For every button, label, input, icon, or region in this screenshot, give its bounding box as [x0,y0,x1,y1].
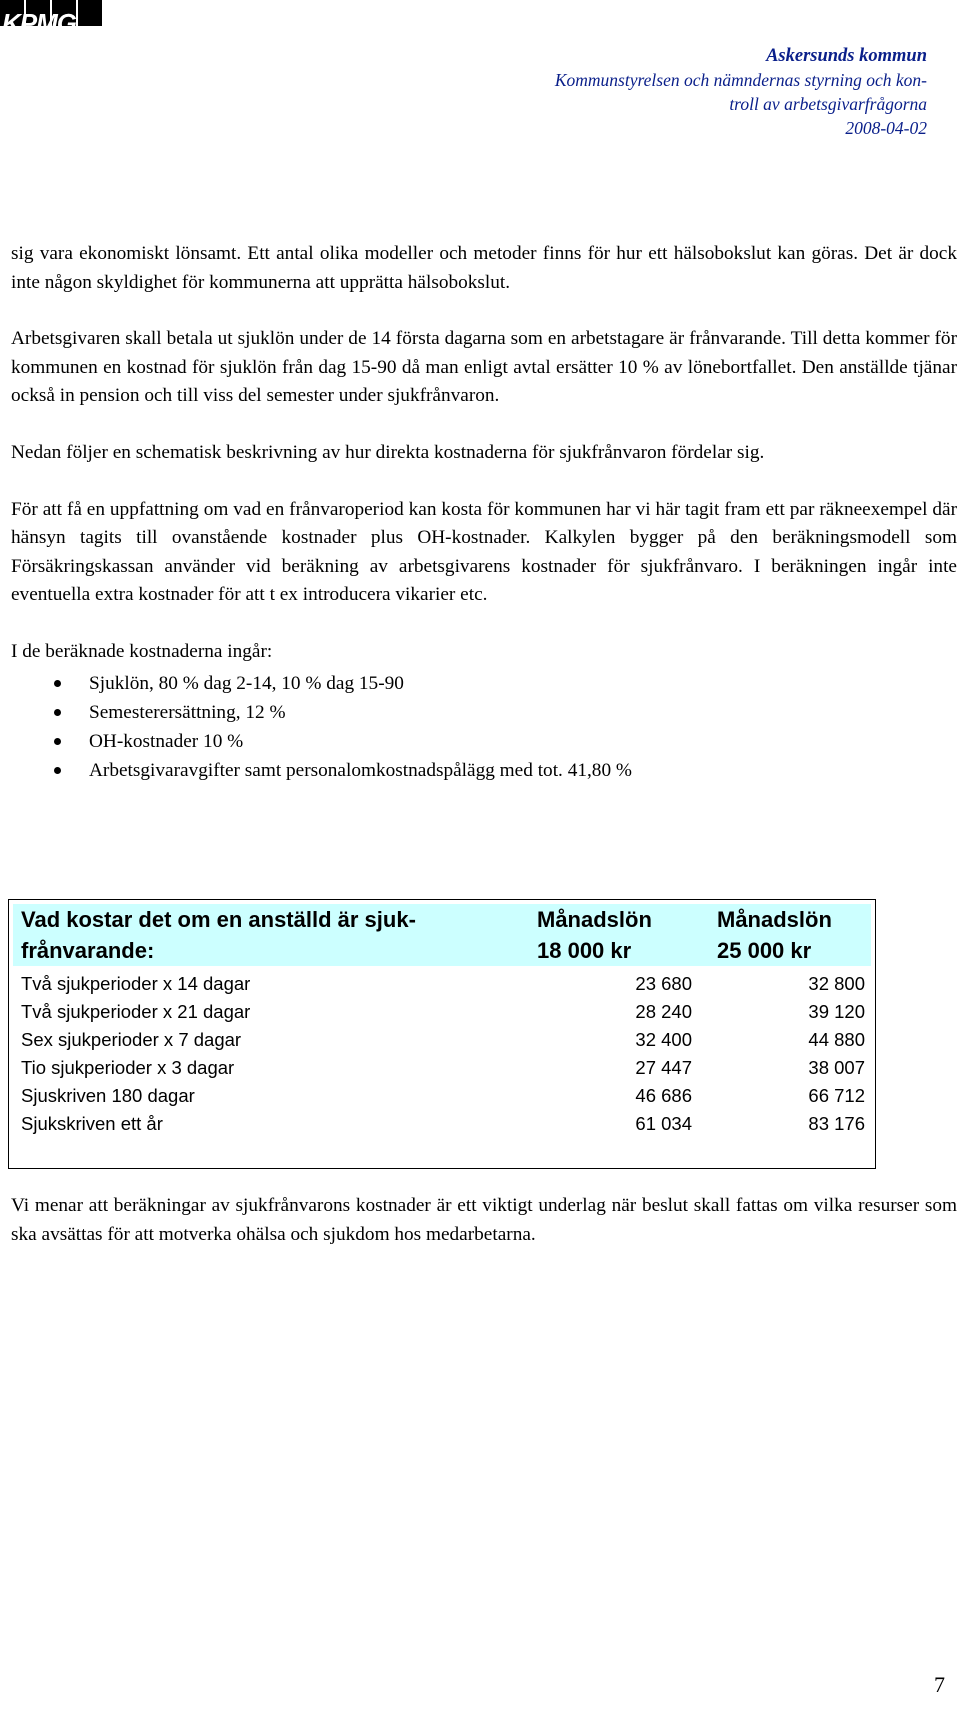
row-value-a: 23 680 [635,973,692,994]
page-number: 7 [934,1672,945,1697]
kpmg-logo [0,0,104,40]
table-row [9,1026,875,1054]
table-row [9,1082,875,1110]
table-header-col-b: Månadslön 25 000 kr [717,907,832,963]
table-row [9,1110,875,1138]
row-value-a: 46 686 [635,1085,692,1106]
list-item: Sjuklön, 80 % dag 2-14, 10 % dag 15-90 [11,669,957,698]
list-item: Semesterersättning, 12 % [11,698,957,727]
row-label: Två sjukperioder x 14 dagar [21,973,251,994]
cost-table [8,899,876,1169]
table-row [9,998,875,1026]
row-value-a: 27 447 [635,1057,692,1078]
header-org: Askersunds kommun [766,46,927,66]
table-row [9,1054,875,1082]
row-label: Två sjukperioder x 21 dagar [21,1001,251,1022]
page-header [555,44,927,140]
row-value-b: 44 880 [808,1029,865,1050]
conclusion-paragraph: Vi menar att beräkningar av sjukfrånvarons kostnader är ett viktigt underlag när beslut skall fattas om vilka resurser som ska avsättas för att motverka ohälsa och sjukdom hos medarbetarna. [11,1195,957,1245]
paragraph-5: I de beräknade kostnaderna ingår: [11,640,273,662]
row-value-a: 61 034 [635,1113,692,1134]
table-header [13,904,871,966]
row-label: Sjukskriven ett år [21,1113,163,1134]
row-label: Sex sjukperioder x 7 dagar [21,1029,242,1050]
row-label: Tio sjukperioder x 3 dagar [21,1057,235,1078]
paragraph-4: För att få en uppfattning om vad en frånvaroperiod kan kosta för kommunen har vi här tagit fram ett par räkneexempel där hänsyn tagits till ovanstående kostnader plus OH-kostnader. Kalkylen bygger på den beräkningsmodell som Försäkringskassan använder vid beräkning av arbetsgivarens kostnader för sjukfrånvaro. I beräkningen ingår inte eventuella extra kostnader för att t ex introducera vikarier etc. [11,498,957,606]
table-header-col-a: Månadslön 18 000 kr [537,907,652,963]
logo-box-4 [78,0,102,26]
row-label: Sjuskriven 180 dagar [21,1085,195,1106]
row-value-b: 38 007 [808,1057,865,1078]
cost-list [11,669,957,785]
table-header-label: Vad kostar det om en anställd är sjuk- frånvarande: [21,907,416,963]
row-value-b: 83 176 [808,1113,865,1134]
row-value-a: 28 240 [635,1001,692,1022]
list-item: OH-kostnader 10 % [11,727,957,756]
row-value-b: 39 120 [808,1001,865,1022]
paragraph-3: Nedan följer en schematisk beskrivning av hur direkta kostnaderna för sjukfrånvaron fördelar sig. [11,441,765,463]
row-value-a: 32 400 [635,1029,692,1050]
header-subtitle-line2: troll av arbetsgivarfrågorna [729,94,927,114]
row-value-b: 66 712 [808,1085,865,1106]
list-item: Arbetsgivaravgifter samt personalomkostnadspålägg med tot. 41,80 % [11,756,957,785]
paragraph-2: Arbetsgivaren skall betala ut sjuklön under de 14 första dagarna som en arbetstagare är frånvarande. Till detta kommer för kommunen en kostnad för sjuklön från dag 15-90 då man enligt avtal ersätter 10 % av lönebortfallet. Den anställde tjänar också in pension och till viss del semester under sjukfrånvaron. [11,328,957,407]
row-value-b: 32 800 [808,973,865,994]
header-subtitle-line1: Kommunstyrelsen och nämndernas styrning och kon- [554,70,927,90]
body-text [11,240,957,785]
logo-text: KPMG [2,8,76,38]
paragraph-1: sig vara ekonomiskt lönsamt. Ett antal olika modeller och metoder finns för hur ett hälsobokslut kan göras. Det är dock inte någon skyldighet för kommunerna att upprätta hälsobokslut. [11,243,957,293]
table-row [9,970,875,998]
header-date: 2008-04-02 [845,118,927,138]
